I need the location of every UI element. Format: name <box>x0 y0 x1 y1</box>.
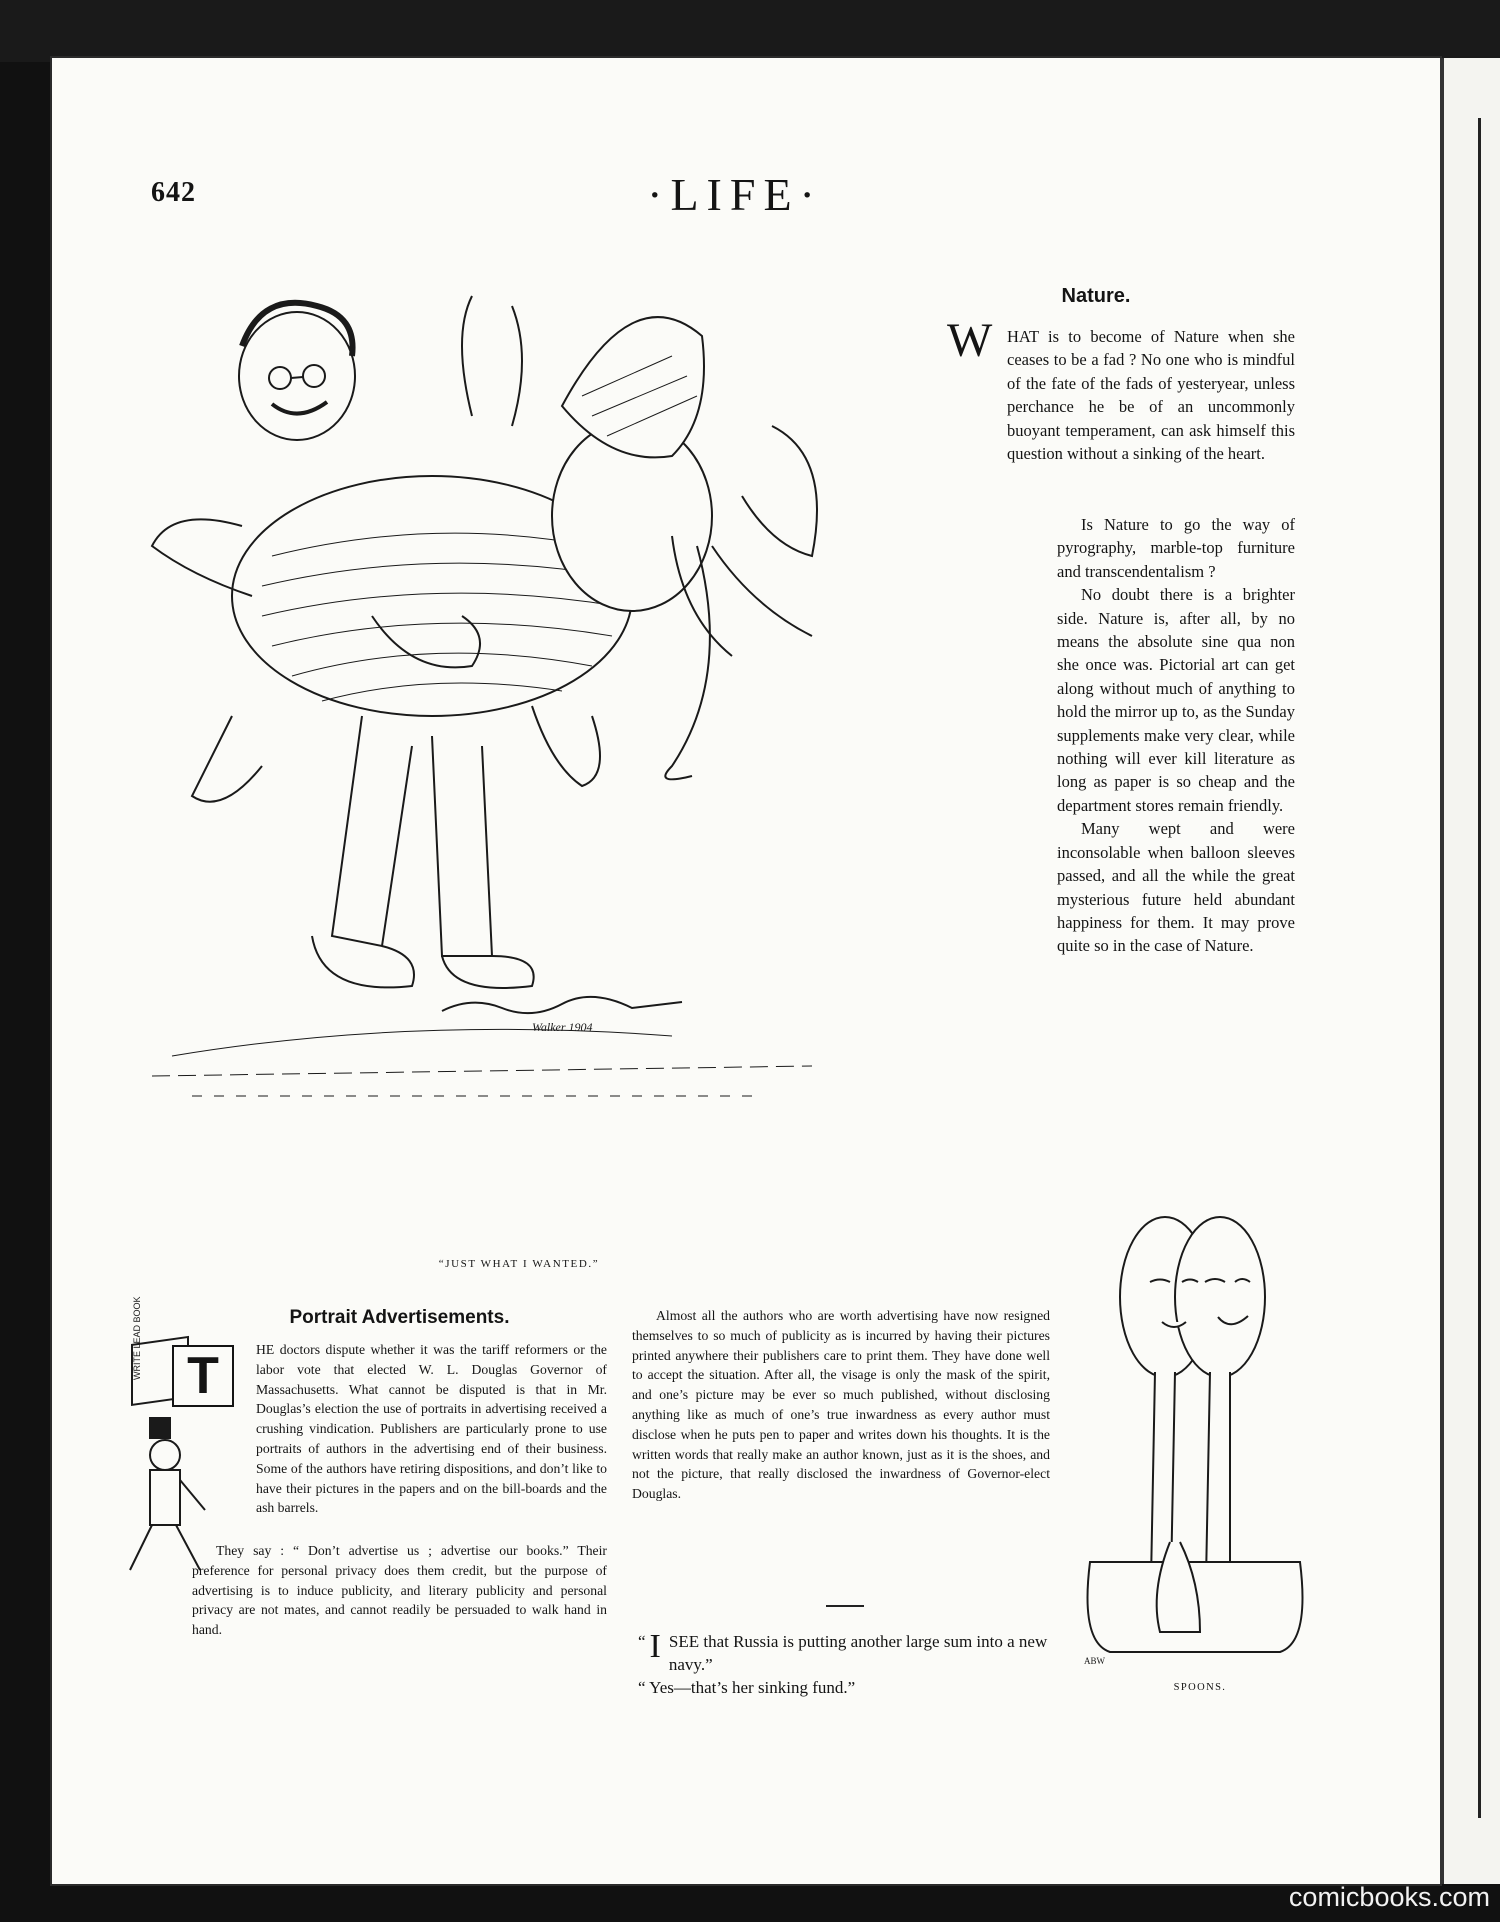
sign-text: WRITE LEAD BOOK <box>132 1296 142 1380</box>
portrait-col2-paragraph: Almost all the authors who are worth advertising have now resigned themselves to so much of publicity as is incurred by having their pictures printed anywhere their publishers care to print them. They have done well to accept the situation. After all, the visage is only the mask of the spirit, and one’s picture may be ever so much published, without disclosing anything like as much of one’s true inwardness as every author must disclose when he puts pen to paper and writes down his thoughts. It is the written words that really make an author known, just as it is the shoes, and not the picture, that really disclosed the inwardness of Governor-elect Douglas. <box>632 1308 1050 1502</box>
nature-paragraph-1: HAT is to become of Nature when she ceases to be a fad ? No one who is mindful of the fate of the fads of yesteryear, unless perchance he be of an uncommonly buoyant temperament, can ask himself this question without a sinking of the heart. <box>1007 327 1295 464</box>
nature-paragraph-3: No doubt there is a brighter side. Nature is, after all, by no means the absolute sine qua non she once was. Pictorial art can get along without much of anything to hold the mirror up to, as the Sunday supplements make very clear, while nothing will ever kill literature as long as paper is so cheap and the department stores remain friendly. <box>1057 585 1295 815</box>
section-divider <box>826 1605 864 1607</box>
portrait-title: Portrait Advertisements. <box>289 1307 510 1328</box>
spoons-initials: ABW <box>1084 1656 1105 1666</box>
nature-paragraph-2: Is Nature to go the way of pyrography, marble-top furniture and transcendentalism ? <box>1057 515 1295 581</box>
watermark: comicbooks.com <box>1288 1882 1490 1912</box>
illustration-caption: “JUST WHAT I WANTED.” <box>438 1258 600 1270</box>
cartoon-illustration <box>112 296 842 1236</box>
page-number: 642 <box>151 177 196 208</box>
nature-title: Nature. <box>1061 285 1131 307</box>
nature-body-top <box>1007 325 1295 465</box>
russia-joke <box>638 1630 1058 1699</box>
joke-open-quote: “ <box>638 1632 646 1651</box>
page-gutter <box>1440 58 1444 1884</box>
nature-paragraph-4: Many wept and were inconsolable when balloon sleeves passed, and all the while the great mysterious future held abundant happiness for them. It may prove quite so in the case of Nature. <box>1057 819 1295 956</box>
scan-border <box>0 0 1500 62</box>
portrait-col1-lower <box>192 1541 607 1640</box>
adjacent-page-edge <box>1440 58 1500 1884</box>
portrait-col1-paragraph-1: HE doctors dispute whether it was the tariff reformers or the labor vote that elected W. L. Douglas Governor of Massachusetts. What cannot be disputed is that in Mr. Douglas’s election the use of portraits in advertising received a crushing vindication. Publishers are particularly prone to use portraits of authors in the advertising end of their business. Some of the authors have retiring dispositions, and don’t like to have their pictures in the papers and on the bill-boards and the ash barrels. <box>256 1342 607 1516</box>
portrait-col1-wrap <box>256 1340 607 1518</box>
nature-drop-cap: W <box>947 314 993 367</box>
joke-drop-cap: I <box>649 1628 661 1665</box>
joke-line-1: SEE that Russia is putting another large sum into a new navy.” <box>668 1632 1048 1674</box>
portrait-drop-cap: T <box>172 1345 234 1407</box>
spoons-illustration <box>1070 1212 1318 1672</box>
portrait-col1-paragraph-2: They say : “ Don’t advertise us ; advertise our books.” Their preference for personal privacy does them credit, but the purpose of advertising is to induce publicity, and literary publicity and personal privacy are not mates, and cannot readily be persuaded to walk hand in hand. <box>192 1543 607 1638</box>
page-edge-line <box>1478 118 1481 1818</box>
nature-body-lower <box>1057 513 1295 958</box>
joke-line-2: “ Yes—that’s her sinking fund.” <box>638 1678 856 1697</box>
portrait-col2 <box>632 1306 1050 1504</box>
masthead: ·LIFE· <box>647 169 823 220</box>
spoons-caption: SPOONS. <box>1173 1682 1227 1693</box>
artist-signature: Walker 1904 <box>532 1020 593 1034</box>
